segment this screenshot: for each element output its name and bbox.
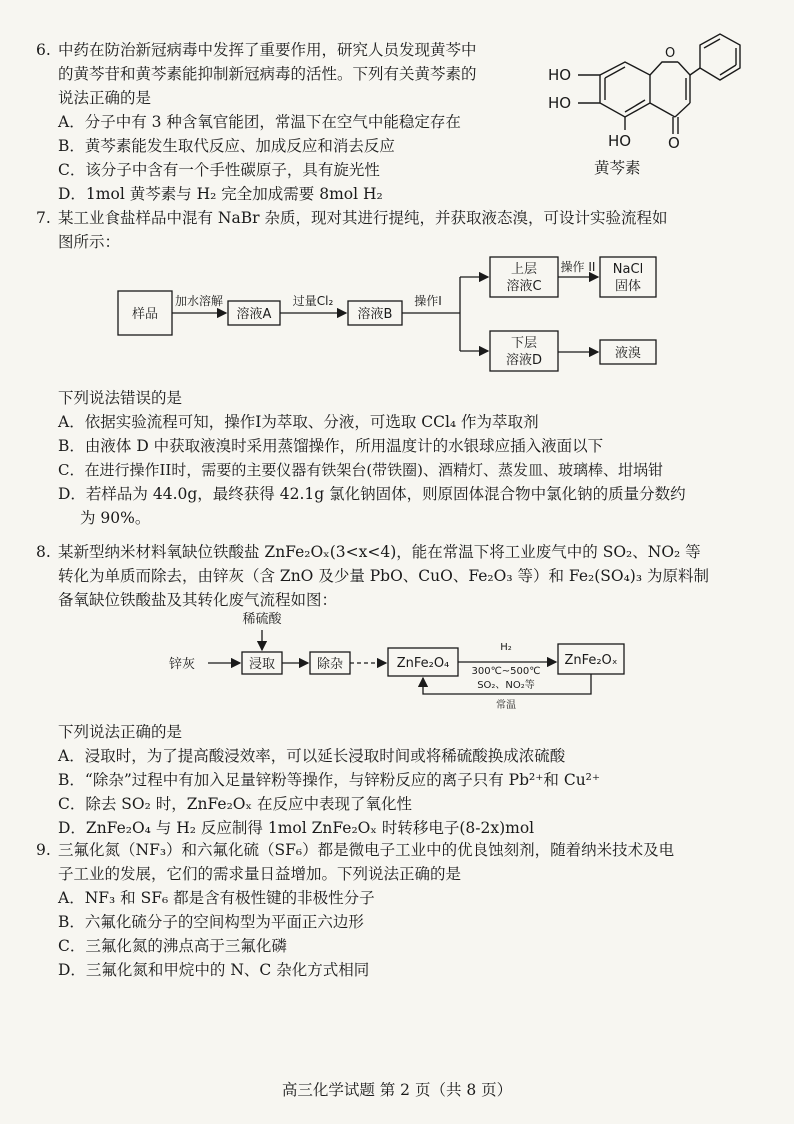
option-c: C．除去 SO₂ 时，ZnFe₂Oₓ 在反应中表现了氧化性 (58, 795, 413, 813)
option-d: D．1mol 黄芩素与 H₂ 完全加成需要 8mol H₂ (58, 185, 383, 203)
question-number: 8. (36, 543, 51, 561)
reagent-h2: H₂ (500, 642, 512, 653)
option-c: C．该分子中含有一个手性碳原子，具有旋光性 (58, 161, 380, 179)
node-nacl: NaCl (612, 262, 644, 277)
question-6 (36, 38, 556, 206)
question-8 (36, 540, 776, 612)
hydroxyl-label: HO (608, 132, 632, 150)
question-number: 7. (36, 209, 51, 227)
reagent-acid: 稀硫酸 (242, 612, 282, 627)
reagent-gases: SO₂、NO₂等 (477, 680, 535, 691)
condition-room-temp: 常温 (496, 700, 516, 710)
option-a: A．浸取时，为了提高酸浸效率，可以延长浸取时间或将稀硫酸换成浓硫酸 (58, 747, 566, 765)
step-label: 操作 II (560, 260, 596, 274)
option-b: B．由液体 D 中获取液溴时采用蒸馏操作，所用温度计的水银球应插入液面以下 (58, 437, 604, 455)
option-c: C．三氟化氮的沸点高于三氟化磷 (58, 937, 287, 955)
option-a: A．依据实验流程可知，操作I为萃取、分液，可选取 CCl₄ 作为萃取剂 (58, 413, 539, 431)
svg-text:O: O (665, 46, 676, 61)
option-b: B．黄芩素能发生取代反应、加成反应和消去反应 (58, 137, 395, 155)
question-7 (36, 206, 766, 254)
option-a: A．NF₃ 和 SF₆ 都是含有极性键的非极性分子 (58, 889, 375, 907)
hydroxyl-label: HO (548, 66, 572, 84)
flowchart-q8 (160, 610, 630, 710)
question-stem-line: 某工业食盐样品中混有 NaBr 杂质，现对其进行提纯，并获取液态溴，可设计实验流程如 (58, 209, 668, 227)
step-label: 操作I (414, 294, 442, 308)
condition-temperature: 300℃~500℃ (471, 666, 541, 677)
question-number: 6. (36, 41, 51, 59)
node-lower-layer: 溶液D (505, 353, 543, 368)
question-9 (36, 838, 776, 982)
question-8-options (36, 720, 776, 840)
node-purify: 除杂 (316, 657, 344, 672)
node-upper-layer: 上层 (510, 262, 538, 277)
question-stem-line: 子工业的发展，它们的需求量日益增加。下列说法正确的是 (58, 865, 462, 883)
question-stem-line: 备氧缺位铁酸盐及其转化废气流程如图： (58, 591, 338, 609)
question-stem-line: 下列说法错误的是 (58, 389, 183, 407)
page-footer: 高三化学试题 第 2 页（共 8 页） (281, 1081, 513, 1099)
option-d: D．若样品为 44.0g，最终获得 42.1g 氯化钠固体，则原固体混合物中氯化钠的质量分数约 (58, 485, 686, 503)
question-stem-line: 下列说法正确的是 (58, 723, 183, 741)
option-d-continued: 为 90%。 (80, 509, 151, 527)
flowchart-q7 (110, 255, 710, 380)
carbonyl-oxygen-label: O (668, 134, 680, 152)
node-nacl: 固体 (614, 279, 642, 294)
option-a: A．分子中有 3 种含氧官能团，常温下在空气中能稳定存在 (58, 113, 461, 131)
option-d: D．三氟化氮和甲烷中的 N、C 杂化方式相同 (58, 961, 370, 979)
question-stem-line: 三氟化氮（NF₃）和六氟化硫（SF₆）都是微电子工业中的优良蚀刻剂，随着纳米技术及电 (58, 841, 675, 859)
option-b: B．六氟化硫分子的空间构型为平面正六边形 (58, 913, 364, 931)
question-stem-line: 中药在防治新冠病毒中发挥了重要作用，研究人员发现黄芩中 (58, 41, 477, 59)
node-zinc-ash: 锌灰 (168, 657, 196, 672)
baicalein-structure (540, 30, 750, 190)
question-stem-line: 图所示： (58, 233, 121, 251)
question-stem-line: 转化为单质而除去，由锌灰（含 ZnO 及少量 PbO、CuO、Fe₂O₃ 等）和 Fe₂(SO₄)₃ 为原料制 (58, 567, 709, 585)
option-c: C．在进行操作II时，需要的主要仪器有铁架台(带铁圈)、酒精灯、蒸发皿、玻璃棒、坩埚钳 (58, 461, 664, 479)
question-stem-line: 的黄芩苷和黄芩素能抑制新冠病毒的活性。下列有关黄芩素的 (58, 65, 477, 83)
node-upper-layer: 溶液C (506, 279, 542, 294)
step-label: 加水溶解 (174, 294, 224, 308)
question-number: 9. (36, 841, 51, 859)
question-stem-line: 某新型纳米材料氧缺位铁酸盐 ZnFe₂Oₓ(3<x<4)，能在常温下将工业废气中的 SO₂、NO₂ 等 (58, 543, 701, 561)
option-b: B．“除杂”过程中有加入足量锌粉等操作，与锌粉反应的离子只有 Pb²⁺和 Cu²⁺ (58, 771, 601, 789)
step-label: 过量Cl₂ (292, 294, 334, 308)
question-7-options (36, 386, 776, 530)
node-solution-b: 溶液B (357, 307, 393, 322)
node-leach: 浸取 (248, 657, 276, 672)
node-solution-a: 溶液A (236, 307, 272, 322)
node-bromine: 液溴 (614, 346, 642, 361)
node-znfe2o4: ZnFe₂O₄ (396, 656, 450, 671)
option-d: D．ZnFe₂O₄ 与 H₂ 反应制得 1mol ZnFe₂Oₓ 时转移电子(8-2x)mol (58, 819, 535, 837)
structure-caption: 黄芩素 (594, 159, 641, 177)
node-lower-layer: 下层 (510, 336, 538, 351)
node-sample: 样品 (131, 307, 159, 322)
hydroxyl-label: HO (548, 94, 572, 112)
node-znfe2ox: ZnFe₂Oₓ (564, 653, 618, 668)
question-stem-line: 说法正确的是 (58, 89, 152, 107)
